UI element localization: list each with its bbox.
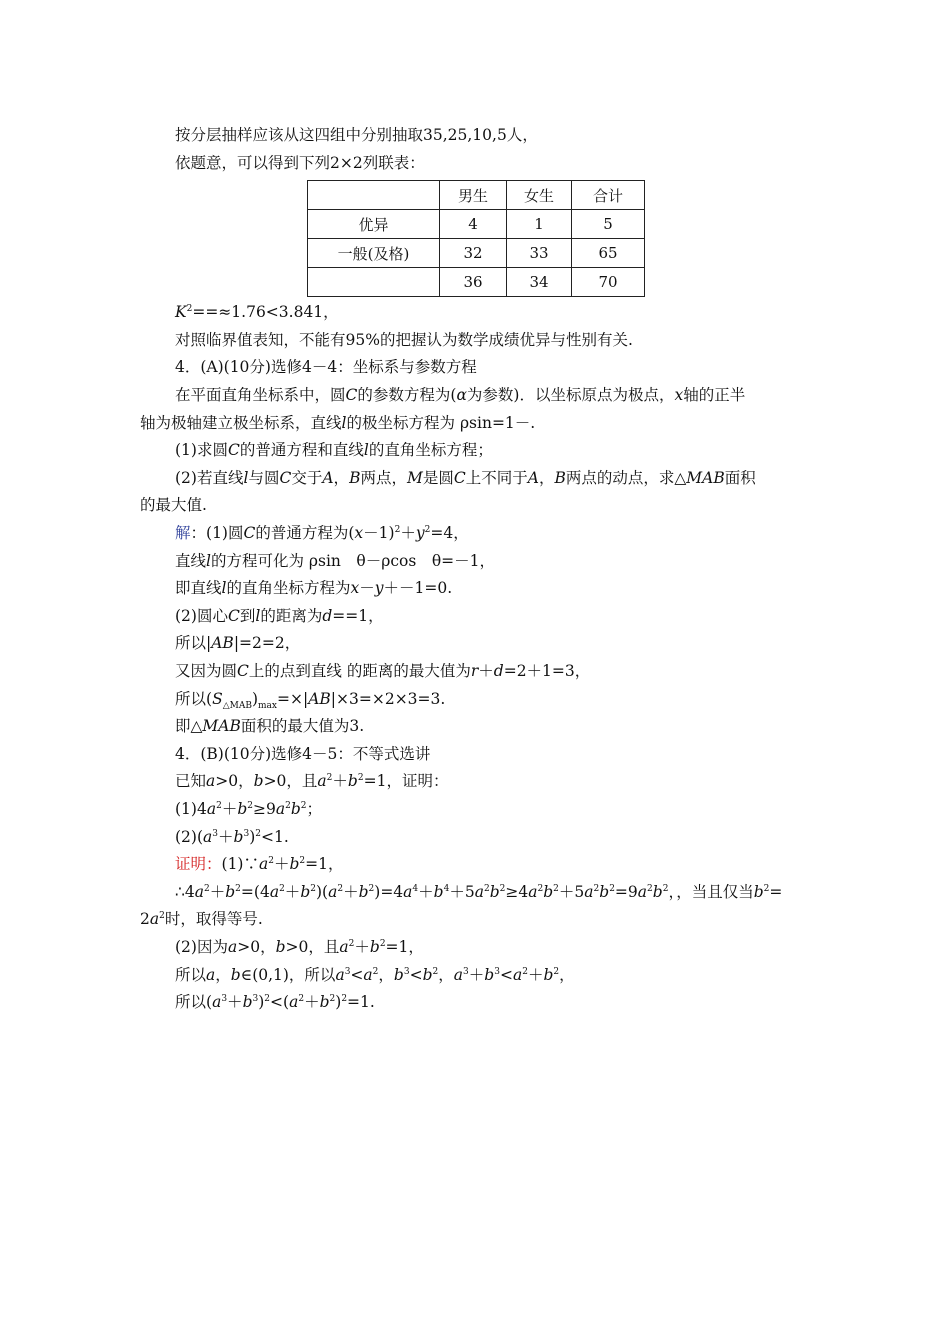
text-line: $\therefore 4a^2+b^2=(4a^2+b^2)(a^2+b^2)=4a^4+b^4+5a^2b^2\ge 4a^2b^2+5a^2b^2=9a^2b^2$，，当且仅当$b^2=$ (175, 883, 783, 901)
text-line: (2)因为a>0，b>0，且$a^2+b^2=1$， (175, 938, 424, 956)
text-line: 的最大值. (140, 496, 207, 514)
text-line: $(2)(a^3+b^3)^2<1$. (175, 828, 289, 846)
table-cell: 65 (572, 239, 645, 268)
text-line: 已知a>0，b>0，且$a^2+b^2=1$，证明： (175, 772, 449, 790)
text-line: 所以|AB|=2=2， (175, 634, 301, 652)
text-line: 直线l的方程可化为 ρsin θ－ρcos θ=－1， (175, 552, 496, 570)
text-line: 按分层抽样应该从这四组中分别抽取35,25,10,5人， (175, 126, 538, 144)
table-cell (308, 268, 440, 297)
section-heading: 4．(B)(10分)选修4－5：不等式选讲 (175, 745, 431, 763)
table-cell: 优异 (308, 210, 440, 239)
text-line: 对照临界值表知，不能有95%的把握认为数学成绩优异与性别有关. (175, 331, 633, 349)
text-line: 在平面直角坐标系中，圆C的参数方程为(α为参数)．以坐标原点为极点，x轴的正半 (175, 386, 746, 404)
text-line: 所以$(a^3+b^3)^2<(a^2+b^2)^2=1$. (175, 993, 375, 1011)
table-cell: 32 (440, 239, 507, 268)
table-header-row (308, 181, 645, 210)
table-cell: 70 (572, 268, 645, 297)
text-line: (1)求圆C的普通方程和直线l的直角坐标方程； (175, 441, 493, 459)
text-line: 所以a，b∈(0,1)，所以$a^3<a^2$，$b^3<b^2$，$a^3+b^3<a^2+b^2$， (175, 966, 575, 984)
table-cell: 5 (572, 210, 645, 239)
text-line: (2)若直线l与圆C交于A，B两点，M是圆C上不同于A，B两点的动点，求△MAB面积 (175, 469, 756, 487)
text-line: 证明：$(1)\because a^2+b^2=1$， (175, 855, 344, 873)
contingency-table (307, 180, 645, 297)
text-line: 轴为极轴建立极坐标系，直线l的极坐标方程为 ρsin=1－. (140, 414, 536, 432)
text-line: 所以$(S_{\triangle MAB})_{max}=\times|AB|\times 3=\times 2\times 3=3$. (175, 690, 446, 712)
table-cell: 一般(及格) (308, 239, 440, 268)
table-cell: 男生 (440, 181, 507, 210)
table-row (308, 268, 645, 297)
text-line: (2)圆心C到l的距离为d==1， (175, 607, 384, 625)
text-line: 即△MAB面积的最大值为3. (175, 717, 365, 735)
text-line: 即直线l的直角坐标方程为x－y＋－1=0. (175, 579, 453, 597)
table-cell (308, 181, 440, 210)
text-line: $K^2==\approx 1.76<3.841$， (175, 303, 339, 321)
proof-label: 证明： (175, 855, 222, 873)
table-cell: 女生 (507, 181, 572, 210)
table-cell: 1 (507, 210, 572, 239)
text-line: 解：(1)圆C的普通方程为$(x-1)^2+y^2=4$， (175, 524, 469, 542)
table-row (308, 210, 645, 239)
text-line: $2a^2$时，取得等号. (140, 910, 263, 928)
table-row (308, 239, 645, 268)
text-line: 又因为圆C上的点到直线 的距离的最大值为r＋d=2＋1=3， (175, 662, 591, 680)
table-cell: 合计 (572, 181, 645, 210)
text-line: 依题意，可以得到下列2×2列联表： (175, 154, 425, 172)
text-line: $(1)4a^2+b^2\ge 9a^2b^2$； (175, 800, 323, 818)
table-cell: 4 (440, 210, 507, 239)
answer-label: 解 (175, 524, 191, 542)
section-heading: 4．(A)(10分)选修4－4：坐标系与参数方程 (175, 358, 477, 376)
table-cell: 34 (507, 268, 572, 297)
table-cell: 36 (440, 268, 507, 297)
table-cell: 33 (507, 239, 572, 268)
